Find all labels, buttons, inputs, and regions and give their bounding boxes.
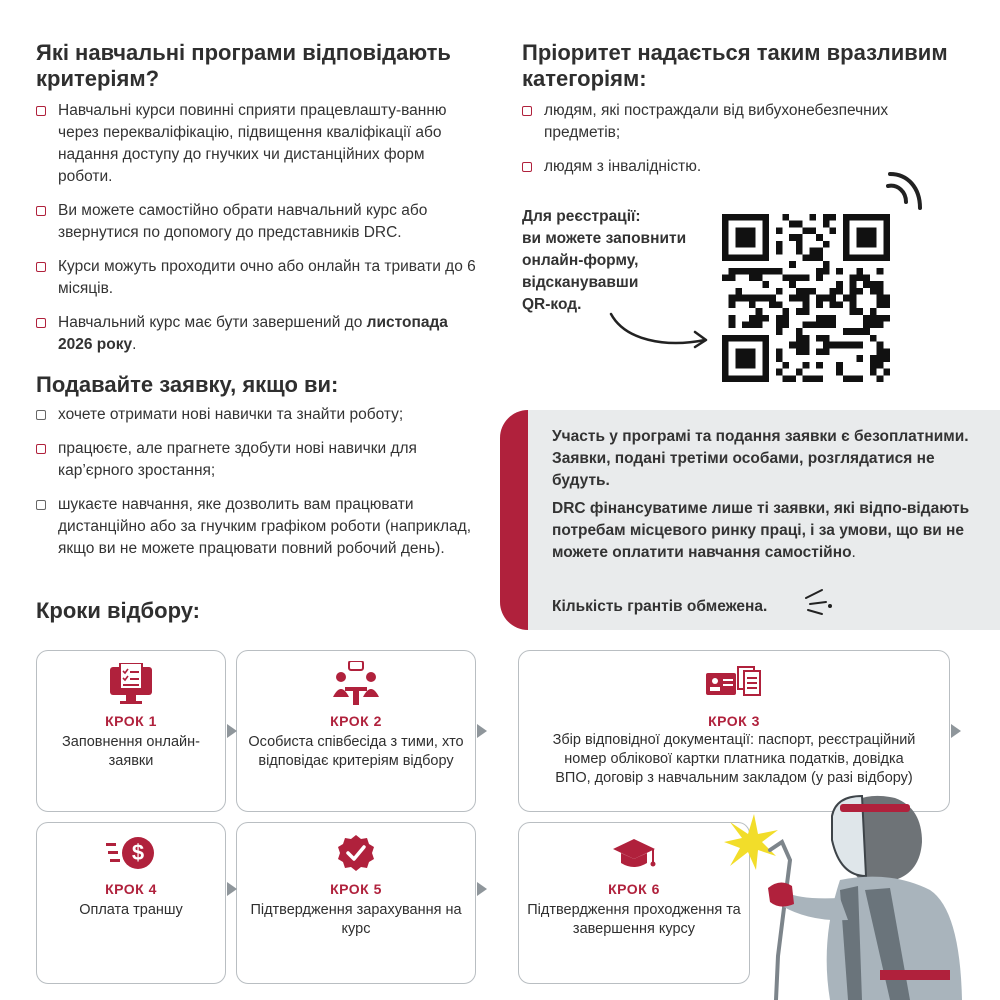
chevron-right-icon (226, 724, 238, 738)
chevron-right-icon (476, 724, 488, 738)
registration-line: ви можете заповнити (522, 230, 687, 247)
registration-line: QR-код. (522, 296, 582, 313)
chevron-right-icon (950, 724, 962, 738)
step-description: Заповнення онлайн-заявки (62, 734, 200, 769)
verified-badge-icon (336, 833, 376, 873)
computer-checklist-icon (108, 663, 154, 707)
registration-line: Для реєстрації: (522, 208, 641, 225)
checkbox-bullet-icon (36, 410, 46, 420)
registration-line: відсканувавши (522, 274, 639, 291)
list-item-suffix: . (132, 336, 137, 353)
step-label: КРОК 2 (330, 713, 382, 729)
list-item-text: шукаєте навчання, яке дозволить вам працювати дистанційно або за гнучким графіком роботи (наприклад, якщо ви не можете працювати повний робочий день). (58, 496, 471, 557)
qr-finder-pattern (722, 335, 769, 382)
accent-bar (500, 410, 528, 630)
documents-icon (706, 665, 762, 705)
list-item-text: працюєте, але прагнете здобути нові навички для кар’єрного зростання; (58, 440, 417, 479)
step-description: Особиста співбесіда з тими, хто відповідає критеріям відбору (248, 734, 464, 769)
apply-list (36, 404, 476, 572)
step-label: КРОК 5 (330, 881, 382, 897)
sparkle-icon (796, 582, 836, 622)
registration-line: онлайн-форму, (522, 252, 639, 269)
info-limited-text: Кількість грантів обмежена. (552, 598, 768, 615)
qr-finder-pattern (722, 214, 769, 261)
step-description: Підтвердження зарахування на курс (250, 902, 462, 937)
list-item (36, 404, 476, 426)
spark-icon (724, 814, 778, 870)
criteria-title: Які навчальні програми відповідають критеріям? (36, 40, 451, 91)
checkbox-bullet-icon (36, 444, 46, 454)
list-item-text: Ви можете самостійно обрати навчальний курс або звернутися по допомогу до представників DRC. (58, 202, 428, 241)
step-description: Підтвердження проходження та завершення курсу (527, 902, 741, 937)
list-item-text: Навчальний курс має бути завершений до (58, 314, 367, 331)
deadline-text: листопада 2026 року (58, 314, 448, 353)
chevron-right-icon (476, 882, 488, 896)
step-card-2 (236, 650, 476, 812)
list-item (36, 200, 476, 244)
step-label: КРОК 4 (105, 881, 157, 897)
apply-title: Подавайте заявку, якщо ви: (36, 372, 339, 397)
curved-arrow-icon (605, 300, 715, 360)
list-item (36, 494, 476, 560)
list-item-text: хочете отримати нові навички та знайти роботу; (58, 406, 404, 423)
list-item-text: людям, які постраждали від вибухонебезпечних предметів; (544, 102, 889, 141)
step-card-1 (36, 650, 226, 812)
info-funding-suffix: . (851, 544, 856, 561)
chevron-right-icon (226, 882, 238, 896)
list-item-text: Навчальні курси повинні сприяти працевлашту-ванню через перекваліфікацію, підвищення кваліфікації або надання доступу до гнучких чи дистанційних форм роботи. (58, 102, 447, 185)
step-description: Оплата траншу (79, 902, 183, 918)
graduation-cap-icon (611, 837, 657, 871)
info-funding-main: DRC фінансуватиме лише ті заявки, які відпо-відають потребам місцевого ринку праці, і за умови, що ви не можете оплатити навчання самостійно (552, 500, 970, 561)
list-item (36, 312, 476, 356)
checkbox-bullet-icon (522, 162, 532, 172)
info-free-text: Участь у програмі та подання заявки є безоплатними. Заявки, подані третіми особами, розглядатися не будуть. (552, 428, 969, 489)
dollar-coin-icon (106, 833, 156, 873)
checkbox-bullet-icon (36, 318, 46, 328)
step-card-5 (236, 822, 476, 984)
list-item (36, 100, 476, 188)
step-label: КРОК 3 (708, 713, 760, 729)
criteria-list (36, 100, 476, 368)
info-panel (500, 410, 1000, 630)
welder-illustration (690, 780, 1000, 1000)
steps-title: Кроки відбору: (36, 598, 201, 623)
checkbox-bullet-icon (36, 106, 46, 116)
qr-finder-pattern (843, 214, 890, 261)
list-item (36, 438, 476, 482)
checkbox-bullet-icon (36, 206, 46, 216)
svg-text:$: $ (131, 840, 145, 865)
checkbox-bullet-icon (36, 262, 46, 272)
step-card-4 (36, 822, 226, 984)
info-funding-text (552, 498, 972, 564)
list-item-text: людям з інвалідністю. (544, 158, 702, 175)
interview-icon (331, 661, 381, 707)
checkbox-bullet-icon (36, 500, 46, 510)
step-label: КРОК 1 (105, 713, 157, 729)
step-description: Збір відповідної документації: паспорт, реєстраційний номер облікової картки платника податків, довідка ВПО, договір з навчальним закладом (у разі відбору) (552, 732, 916, 786)
checkbox-bullet-icon (522, 106, 532, 116)
priority-title: Пріоритет надається таким вразливим категоріям: (522, 40, 948, 91)
qr-code[interactable] (722, 214, 890, 382)
step-label: КРОК 6 (608, 881, 660, 897)
list-item (522, 100, 962, 144)
list-item-text: Курси можуть проходити очно або онлайн та тривати до 6 місяців. (58, 258, 476, 297)
list-item (36, 256, 476, 300)
